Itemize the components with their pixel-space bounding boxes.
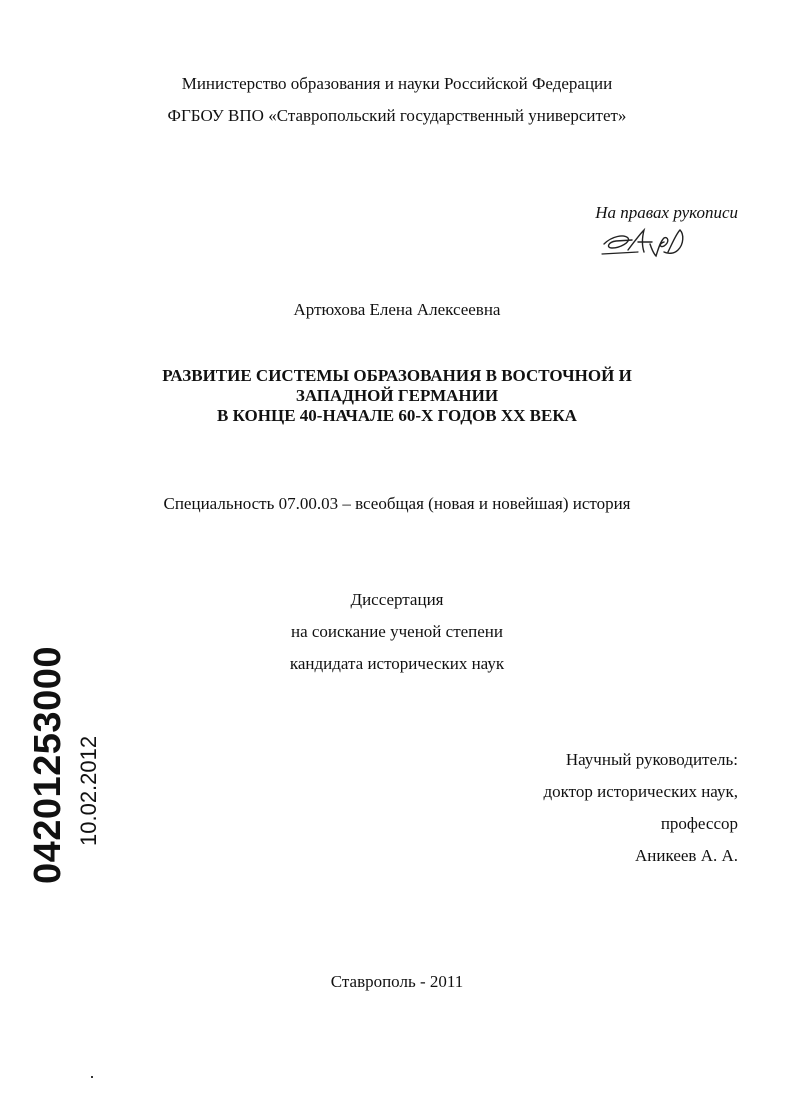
title-line-1: РАЗВИТИЕ СИСТЕМЫ ОБРАЗОВАНИЯ В ВОСТОЧНОЙ И <box>162 366 632 385</box>
registration-date-stamp <box>76 722 102 846</box>
ministry-line: Министерство образования и науки Российской Федерации <box>181 74 613 93</box>
supervisor-degree: доктор исторических наук, <box>543 782 738 801</box>
supervisor-rank: профессор <box>660 814 738 833</box>
author-name: Артюхова Елена Алексеевна <box>293 300 501 319</box>
dissertation-title <box>0 366 794 426</box>
supervisor-label: Научный руководитель: <box>565 750 738 769</box>
degree-name: кандидата исторических наук <box>289 654 505 673</box>
title-line-3: В КОНЦЕ 40-НАЧАЛЕ 60-Х ГОДОВ ХХ ВЕКА <box>217 406 577 425</box>
city-year: Ставрополь - 2011 <box>330 972 464 991</box>
supervisor-name: Аникеев А. А. <box>635 846 738 865</box>
manuscript-note: На правах рукописи <box>595 203 738 222</box>
registration-date: 10.02.2012 <box>76 735 101 846</box>
registration-number: 04201253000 <box>27 646 69 884</box>
scan-speck <box>91 1076 93 1078</box>
title-line-2: ЗАПАДНОЙ ГЕРМАНИИ <box>295 386 499 405</box>
dissertation-label: Диссертация <box>350 590 444 609</box>
handwritten-signature-icon <box>598 222 690 262</box>
registration-number-stamp <box>27 646 69 884</box>
degree-purpose: на соискание ученой степени <box>290 622 504 641</box>
specialty-line: Специальность 07.00.03 – всеобщая (новая и новейшая) история <box>163 494 631 513</box>
university-line: ФГБОУ ВПО «Ставропольский государственный университет» <box>167 106 627 125</box>
